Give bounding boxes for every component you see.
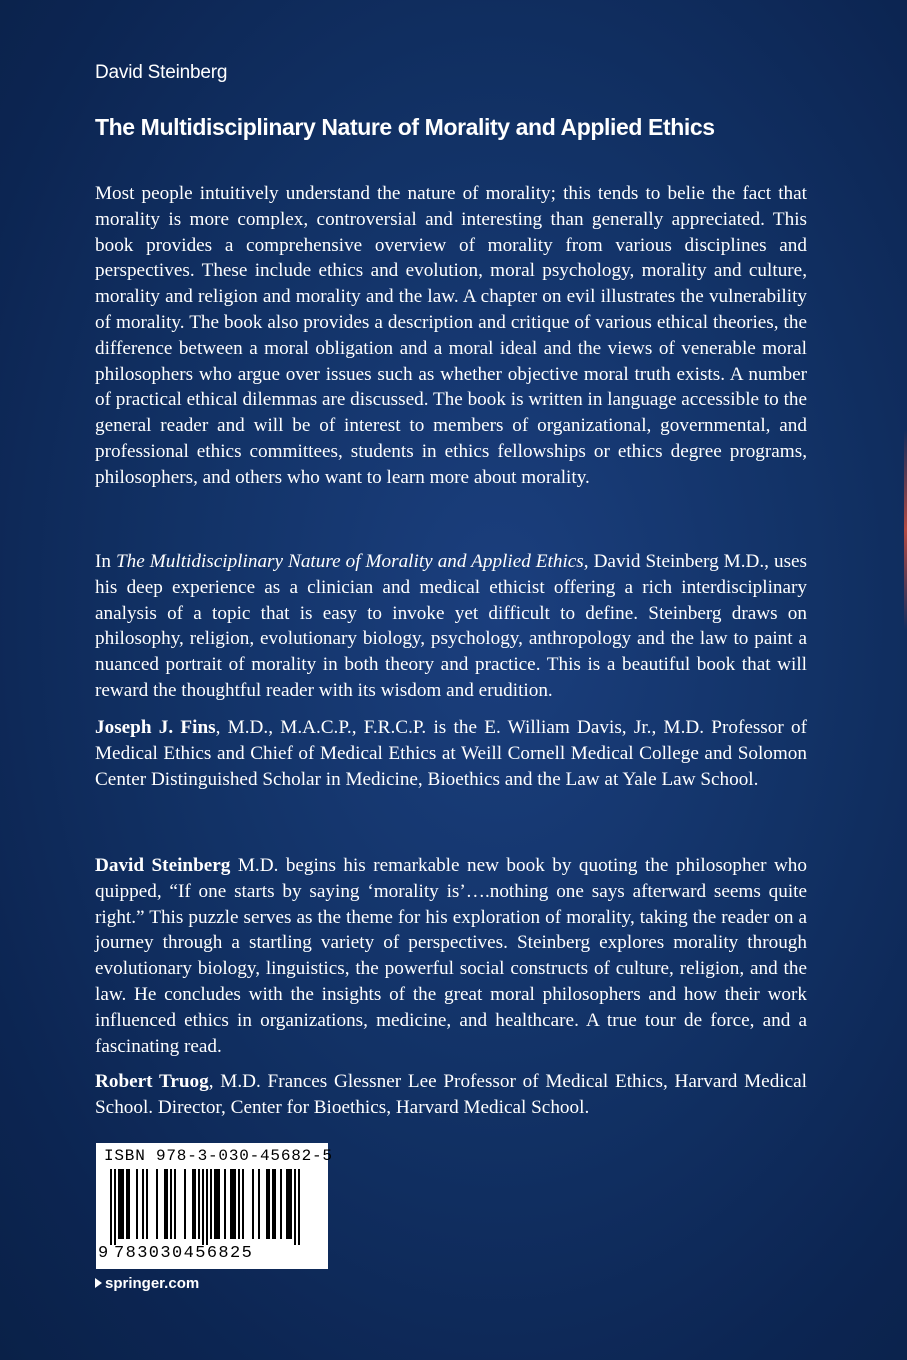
publisher-link-text: springer.com bbox=[105, 1275, 200, 1292]
review-1-text bbox=[95, 549, 807, 704]
barcode-bar bbox=[198, 1169, 200, 1239]
barcode-bar bbox=[230, 1169, 232, 1239]
barcode-bar bbox=[214, 1169, 216, 1239]
barcode-bar bbox=[142, 1169, 144, 1239]
barcode-bar bbox=[174, 1169, 176, 1239]
barcode-bar bbox=[238, 1169, 240, 1239]
barcode-bar bbox=[268, 1169, 270, 1239]
barcode-bar bbox=[192, 1169, 194, 1239]
barcode-bar bbox=[120, 1169, 122, 1239]
barcode-bar bbox=[194, 1169, 196, 1239]
reviewer-1-attribution bbox=[95, 715, 807, 792]
barcode-bar bbox=[156, 1169, 158, 1239]
barcode-bar bbox=[184, 1169, 186, 1239]
isbn-barcode bbox=[96, 1143, 333, 1269]
author-name: David Steinberg bbox=[95, 62, 228, 83]
barcode-bar bbox=[280, 1169, 282, 1239]
ean-remaining-digits: 783030456825 bbox=[114, 1244, 254, 1263]
review-1-body: , David Steinberg M.D., uses his deep experience as a clinician and medical ethicist offering a rich interdisciplinary analysis of a topic that is easy to invoke yet difficult to define. Steinberg draws on philosophy, religion, evolutionary biology, psychology, anthropology and the law to paint a nuanced portrait of morality in both theory and practice. This is a beautiful book that will reward the thoughtful reader with its wisdom and erudition. bbox=[95, 551, 808, 701]
ean-first-digit: 9 bbox=[98, 1244, 110, 1263]
barcode-bar bbox=[206, 1169, 208, 1245]
book-description: Most people intuitively understand the nature of morality; this tends to belie the fact that morality is more complex, controversial and interesting than generally appreciated. This book provides a comprehensive overview of morality from various disciplines and perspectives. These include ethics and evolution, moral psychology, morality and culture, morality and religion and morality and the law. A chapter on evil illustrates the vulnerability of morality. The book also provides a description and critique of various ethical theories, the difference between a moral obligation and a moral ideal and the views of venerable moral philosophers who argue over issues such as whether objective moral truth exists. A number of practical ethical dilemmas are discussed. The book is written in language accessible to the general reader and will be of interest to members of organizational, governmental, and professional ethics committees, students in ethics fellowships or ethics degree programs, philosophers, and others who want to learn more about morality. bbox=[95, 183, 808, 488]
reviewer-2-name: Robert Truog bbox=[95, 1071, 209, 1092]
reviewer-2-attribution bbox=[95, 1069, 807, 1121]
barcode-bar bbox=[170, 1169, 172, 1239]
review-2-body: M.D. begins his remarkable new book by quoting the philosopher who quipped, “If one starts by saying ‘morality is’….nothing one says afterward seems quite right.” This puzzle serves as the theme for his exploration of morality, taking the reader on a journey through a startling variety of perspectives. Steinberg explores morality through evolutionary biology, linguistics, the powerful social constructs of culture, religion, and the law. He concludes with the insights of the great moral philosophers and how their work influenced ethics in organizations, medicine, and healthcare. A true tour de force, and a fascinating read. bbox=[95, 855, 807, 1057]
barcode-bar bbox=[288, 1169, 290, 1239]
barcode-bar bbox=[218, 1169, 220, 1239]
barcode-bar bbox=[272, 1169, 274, 1239]
barcode-bar bbox=[164, 1169, 166, 1239]
reviewer-2-credentials: , M.D. Frances Glessner Lee Professor of Medical Ethics, Harvard Medical School. Director, Center for Bioethics, Harvard Medical School. bbox=[95, 1071, 807, 1118]
barcode-bar bbox=[122, 1169, 124, 1239]
barcode-bar bbox=[232, 1169, 234, 1239]
barcode-bar bbox=[286, 1169, 288, 1239]
barcode-bar bbox=[114, 1169, 116, 1245]
barcode-bar bbox=[290, 1169, 292, 1239]
barcode-bar bbox=[258, 1169, 260, 1239]
barcode-bar bbox=[274, 1169, 276, 1239]
barcode-bar bbox=[216, 1169, 218, 1239]
book-title: The Multidisciplinary Nature of Morality and Applied Ethics bbox=[95, 114, 715, 140]
barcode-bar bbox=[166, 1169, 168, 1239]
barcode-bar bbox=[118, 1169, 120, 1239]
barcode-bar bbox=[294, 1169, 296, 1245]
barcode-bars bbox=[110, 1169, 314, 1245]
barcode-bar bbox=[266, 1169, 268, 1239]
publisher-link[interactable] bbox=[95, 1275, 199, 1292]
review-2-name: David Steinberg bbox=[95, 855, 231, 876]
review-1-book-title: The Multidisciplinary Nature of Morality and Applied Ethics bbox=[116, 551, 584, 572]
reviewer-1-credentials: , M.D., M.A.C.P., F.R.C.P. is the E. William Davis, Jr., M.D. Professor of Medical Ethics and Chief of Medical Ethics at Weill Cornell Medical College and Solomon Center Distinguished Scholar in Medicine, Bioethics and the Law at Yale Law School. bbox=[95, 717, 808, 790]
barcode-bar bbox=[110, 1169, 112, 1245]
barcode-bar bbox=[128, 1169, 130, 1239]
isbn-label: ISBN 978-3-030-45682-5 bbox=[104, 1147, 333, 1165]
barcode-bar bbox=[298, 1169, 300, 1245]
arrow-right-icon bbox=[95, 1278, 102, 1288]
review-1-prefix: In bbox=[95, 551, 116, 572]
review-2-text bbox=[95, 853, 807, 1059]
barcode-bar bbox=[146, 1169, 148, 1239]
barcode-bar bbox=[202, 1169, 204, 1245]
reviewer-1-name: Joseph J. Fins bbox=[95, 717, 216, 738]
barcode-bar bbox=[136, 1169, 138, 1239]
barcode-bar bbox=[252, 1169, 254, 1239]
barcode-bar bbox=[126, 1169, 128, 1239]
barcode-bar bbox=[224, 1169, 226, 1239]
barcode-bar bbox=[242, 1169, 244, 1239]
barcode-bar bbox=[234, 1169, 236, 1239]
barcode-bar bbox=[210, 1169, 212, 1239]
